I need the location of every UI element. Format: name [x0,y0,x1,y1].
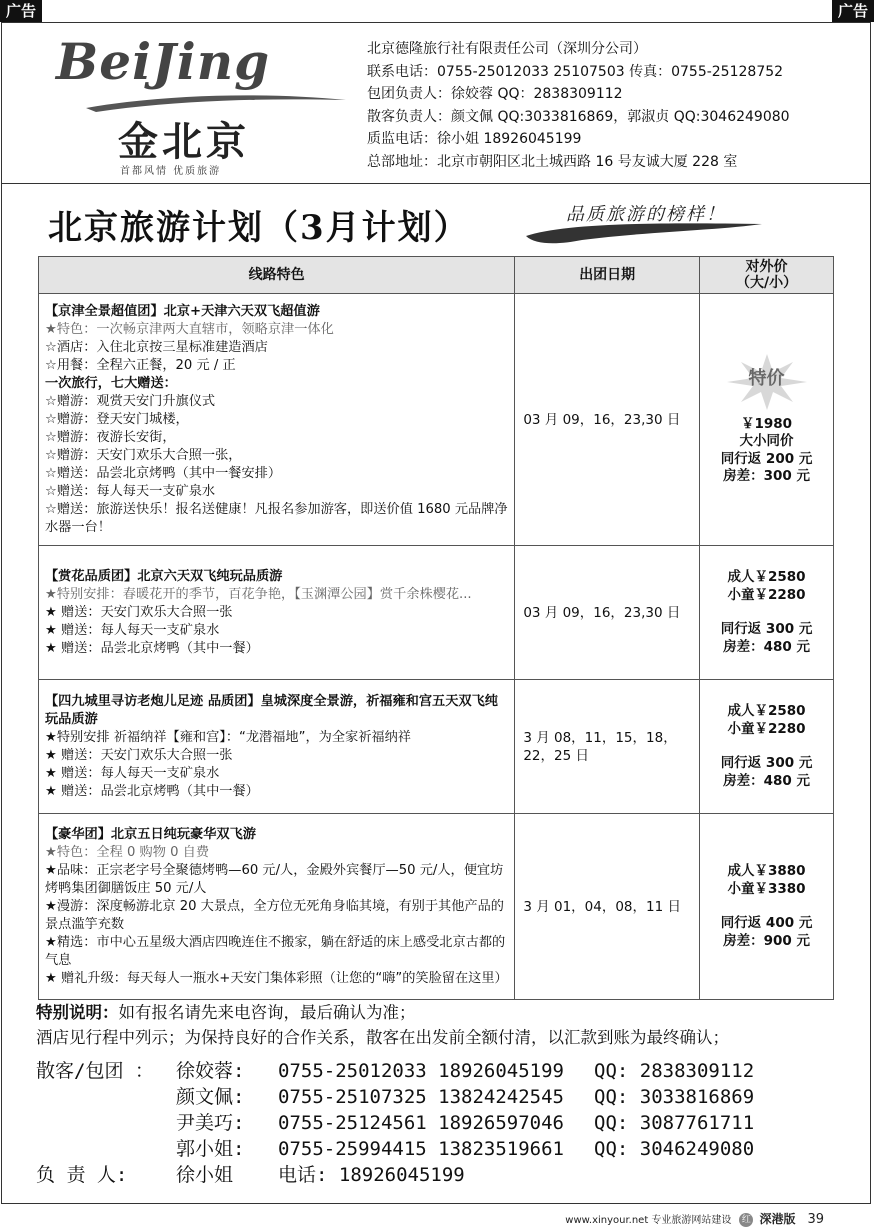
route-line: 【京津全景超值团】北京+天津六天双飞超值游 [45,303,320,319]
price-line: 大小同价 [739,433,794,449]
route-line: ★品味：正宗老字号全聚德烤鸭—60 元/人，金殿外宾餐厅—50 元/人，便宜坊烤鸭集团御膳饭庄 50 元/人 [45,862,504,896]
logo-cn: 金北京 [118,118,250,165]
route-line: ★特别安排 祈福纳祥【雍和宫】：“龙潜福地”，为全家祈福纳祥 [45,729,411,745]
beijing-logo [56,32,356,182]
company-phone: 联系电话：0755-25012033 25107503 传真：0755-25128752 [367,63,784,80]
price-cell [700,294,834,546]
price-cell [700,814,834,1000]
special-price-badge [727,354,807,410]
tour-plan-table [38,256,834,1000]
route-line: ★特色：一次畅京津两大直辖市，领略京津一体化 [45,321,334,337]
route-line: ☆赠游：登天安门城楼， [45,411,189,427]
logo-swoosh-icon [86,90,346,112]
price-line: 小童￥2280 [727,586,806,603]
table-row [39,814,834,1000]
date-cell: 3 月 08，11，15，18，22，25 日 [515,680,700,814]
page-number: 39 [807,1212,824,1227]
contact-phones: 0755-25012033 18926045199 [278,1060,564,1082]
contact-phones: 0755-25994415 13823519661 [278,1138,564,1160]
route-line: ☆赠送：品尝北京烤鸭（其中一餐安排） [45,465,282,481]
route-line: ★精选：市中心五星级大酒店四晚连住不搬家，躺在舒适的床上感受北京古都的气息 [45,934,506,968]
header-price-l2: （大/小） [735,275,798,291]
route-cell [39,294,515,546]
price-cell [700,546,834,680]
route-line: ★ 赠送：每人每天一支矿泉水 [45,765,220,781]
logo-slogan: 首都风情 优质旅游 [120,166,222,177]
price-line: 房差：900 元 [723,932,810,949]
route-cell [39,546,515,680]
price-line: 同行返 400 元 [720,915,813,931]
contact-phones: 0755-25107325 13824242545 [278,1086,564,1108]
date-cell: 3 月 01，04，08，11 日 [515,814,700,1000]
company-qc-phone: 质监电话：徐小姐 18926045199 [367,131,582,148]
logo-en: BeiJing [56,32,271,91]
route-line: ☆用餐：全程六正餐，20 元 / 正 [45,357,236,373]
price-cell [700,680,834,814]
route-line: ★ 赠送：每人每天一支矿泉水 [45,622,220,638]
footer-edition: 深港版 [759,1212,796,1226]
brand-url: www.56789555.com [592,236,740,251]
route-line: ★特别安排：春暖花开的季节，百花争艳，【玉渊潭公园】赏千余株樱花... [45,586,472,602]
date-cell: 03 月 09，16，23,30 日 [515,546,700,680]
notes-line2: 酒店见行程中列示；为保持良好的合作关系，散客在出发前全额付清，以汇款到账为最终确认； [36,1028,729,1047]
contact-phones: 0755-25124561 18926597046 [278,1112,564,1134]
notes-line1: 如有报名请先来电咨询，最后确认为准； [118,1003,416,1022]
table-row [39,680,834,814]
route-line: 【赏花品质团】北京六天双飞纯玩品质游 [45,568,283,584]
price-line: 成人￥2580 [727,569,806,585]
contact-name: 徐姣蓉: [176,1060,245,1082]
footer-badge-icon: 红 [739,1213,753,1227]
route-line: ☆赠游：夜游长安街， [45,429,176,445]
header-route: 线路特色 [39,257,515,294]
contact-name: 颜文佩: [176,1086,245,1108]
route-line: ★ 赠送：天安门欢乐大合照一张 [45,747,233,763]
notes-label: 特别说明： [36,1003,119,1022]
route-line: 【四九城里寻访老炮儿足迹 品质团】皇城深度全景游，祈福雍和宫五天双飞纯玩品质游 [45,693,498,727]
brand-banner [522,196,772,256]
header-price [700,257,834,294]
table-row [39,546,834,680]
page-title-text: 北京旅游计划（3月计划） [48,208,470,248]
contact-qq: QQ: 2838309112 [594,1060,755,1082]
contact-name: 郭小姐: [176,1138,245,1160]
company-name: 北京德隆旅行社有限责任公司（深圳分公司） [367,41,647,57]
price-line: 小童￥2280 [727,720,806,737]
header-price-l1: 对外价 [745,259,788,275]
price-line: 房差：300 元 [723,468,810,484]
price-line: 同行返 200 元 [720,450,813,467]
route-line: ☆赠游：天安门欢乐大合照一张， [45,447,242,463]
contact-phones: 电话: 18926045199 [278,1164,465,1186]
price-line: 房差：480 元 [723,638,810,655]
contact-name: 徐小姐 [176,1164,234,1186]
company-address: 总部地址：北京市朝阳区北土城西路 16 号友诚大厦 228 室 [367,153,738,170]
table-row [39,294,834,546]
contact-label: 散客/包团 ： [36,1060,154,1082]
ad-label-left: 广告 [0,0,42,22]
route-line: ★特色：全程 0 购物 0 自费 [45,844,210,860]
special-price-label: 特价 [748,367,785,389]
price-line: 小童￥3380 [727,880,806,897]
header-date: 出团日期 [515,257,700,294]
table-header-row [39,257,834,294]
price-line: 同行返 300 元 [720,755,813,771]
footer-site: www.xinyour.net 专业旅游网站建设 [565,1215,732,1226]
route-line: 【豪华团】北京五日纯玩豪华双飞游 [45,826,256,842]
route-cell [39,814,515,1000]
company-info [367,38,790,174]
footer [565,1210,824,1227]
date-cell: 03 月 09，16，23,30 日 [515,294,700,546]
contact-name: 尹美巧: [176,1112,245,1134]
route-line: ★ 赠送：品尝北京烤鸭（其中一餐） [45,783,259,799]
route-line: ★ 赠送：天安门欢乐大合照一张 [45,604,233,620]
ad-label-right: 广告 [832,0,874,22]
route-line: ★ 赠送：品尝北京烤鸭（其中一餐） [45,640,259,656]
route-cell [39,680,515,814]
price-line: 房差：480 元 [723,772,810,789]
price-line: ￥1980 [741,415,793,432]
route-line: ★漫游：深度畅游北京 20 大景点，全方位无死角身临其境，有别于其他产品的景点滥竽充数 [45,898,504,932]
route-line: ☆赠游：观赏天安门升旗仪式 [45,393,216,409]
route-line: ☆酒店：入住北京按三星标准建造酒店 [45,339,268,355]
company-group-contact: 包团负责人：徐姣蓉 QQ：2838309112 [367,86,623,103]
route-line: ☆赠送：旅游送快乐！报名送健康！凡报名参加游客，即送价值 1680 元品牌净水器一台！ [45,501,508,535]
price-line [701,898,832,915]
contact-qq: QQ: 3087761711 [594,1112,755,1134]
company-individual-contact: 散客负责人：颜文佩 QQ:3033816869，郭淑贞 QQ:3046249080 [367,108,790,125]
route-line: 一次旅行，七大赠送： [45,375,177,391]
price-line: 同行返 300 元 [720,621,813,637]
contact-qq: QQ: 3046249080 [594,1138,755,1160]
special-notes [36,1000,729,1050]
price-line [701,604,832,621]
route-line: ☆赠送：每人每天一支矿泉水 [45,483,216,499]
contact-label: 负 责 人: [36,1164,128,1186]
route-line: ★ 赠礼升级：每天每人一瓶水+天安门集体彩照（让您的“嗨”的笑脸留在这里） [45,970,508,986]
price-line: 成人￥3880 [727,863,806,879]
page-title [48,200,470,249]
contact-qq: QQ: 3033816869 [594,1086,755,1108]
brand-slogan: 品质旅游的榜样！ [566,204,726,225]
header [1,22,871,184]
price-line [701,738,832,755]
price-line: 成人￥2580 [727,703,806,719]
